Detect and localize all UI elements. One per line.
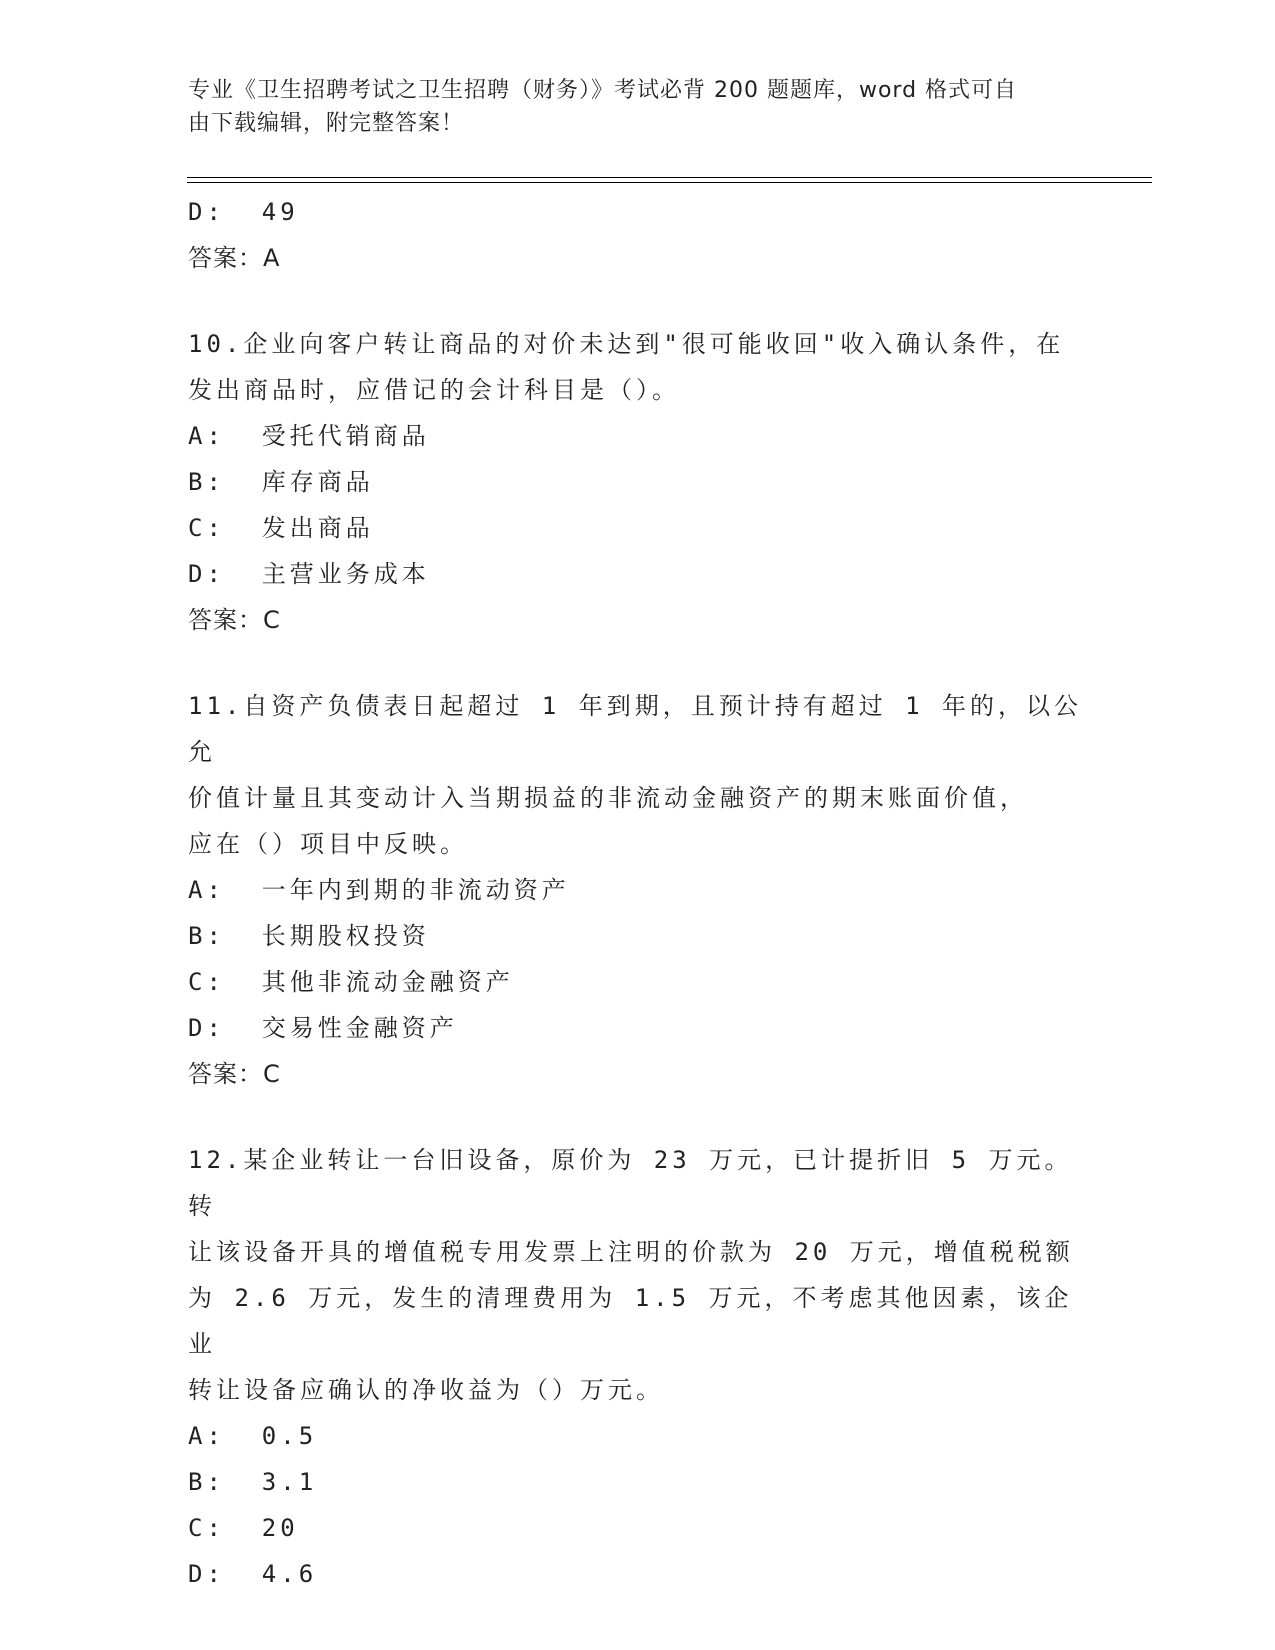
option-c: C: 发出商品 bbox=[188, 514, 374, 542]
option-a: A: 一年内到期的非流动资产 bbox=[188, 876, 570, 904]
question-stem-line: 发出商品时，应借记的会计科目是（）。 bbox=[188, 376, 680, 404]
option-d: D: 主营业务成本 bbox=[188, 560, 430, 588]
option-a: A: 0.5 bbox=[188, 1422, 318, 1450]
question-stem-line: 应在（）项目中反映。 bbox=[188, 830, 468, 858]
question-stem-line: 价值计量且其变动计入当期损益的非流动金融资产的期末账面价值， bbox=[188, 784, 1028, 812]
question-9-tail bbox=[188, 189, 1088, 281]
option-d: D: 49 bbox=[188, 198, 299, 226]
question-stem-line: 转让设备应确认的净收益为（）万元。 bbox=[188, 1376, 664, 1404]
option-c: C: 20 bbox=[188, 1514, 299, 1542]
option-b: B: 3.1 bbox=[188, 1468, 318, 1496]
header-title-line-1: 专业《卫生招聘考试之卫生招聘（财务）》考试必背 200 题题库，word 格式可自 bbox=[188, 78, 1018, 103]
question-stem-line: 10.企业向客户转让商品的对价未达到"很可能收回"收入确认条件，在 bbox=[188, 330, 1065, 358]
option-a: A: 受托代销商品 bbox=[188, 422, 430, 450]
question-stem-line: 让该设备开具的增值税专用发票上注明的价款为 20 万元，增值税税额 bbox=[188, 1238, 1074, 1266]
question-11 bbox=[188, 683, 1088, 1097]
answer-label: 答案：C bbox=[188, 1060, 281, 1088]
question-stem-line: 为 2.6 万元，发生的清理费用为 1.5 万元，不考虑其他因素，该企业 bbox=[188, 1284, 1073, 1358]
option-b: B: 库存商品 bbox=[188, 468, 374, 496]
option-d: D: 4.6 bbox=[188, 1560, 318, 1588]
option-c: C: 其他非流动金融资产 bbox=[188, 968, 514, 996]
answer-label: 答案：A bbox=[188, 244, 281, 272]
question-stem-line: 12.某企业转让一台旧设备，原价为 23 万元，已计提折旧 5 万元。转 bbox=[188, 1146, 1073, 1220]
header-divider-bottom bbox=[187, 182, 1152, 183]
option-d: D: 交易性金融资产 bbox=[188, 1014, 458, 1042]
question-list bbox=[188, 189, 1088, 1597]
header-title-line-2: 由下载编辑，附完整答案！ bbox=[188, 111, 465, 136]
question-10 bbox=[188, 321, 1088, 643]
document-header bbox=[188, 74, 1088, 140]
answer-label: 答案：C bbox=[188, 606, 281, 634]
header-divider-top bbox=[187, 177, 1152, 178]
question-12 bbox=[188, 1137, 1088, 1597]
option-b: B: 长期股权投资 bbox=[188, 922, 430, 950]
question-stem-line: 11.自资产负债表日起超过 1 年到期，且预计持有超过 1 年的，以公允 bbox=[188, 692, 1083, 766]
